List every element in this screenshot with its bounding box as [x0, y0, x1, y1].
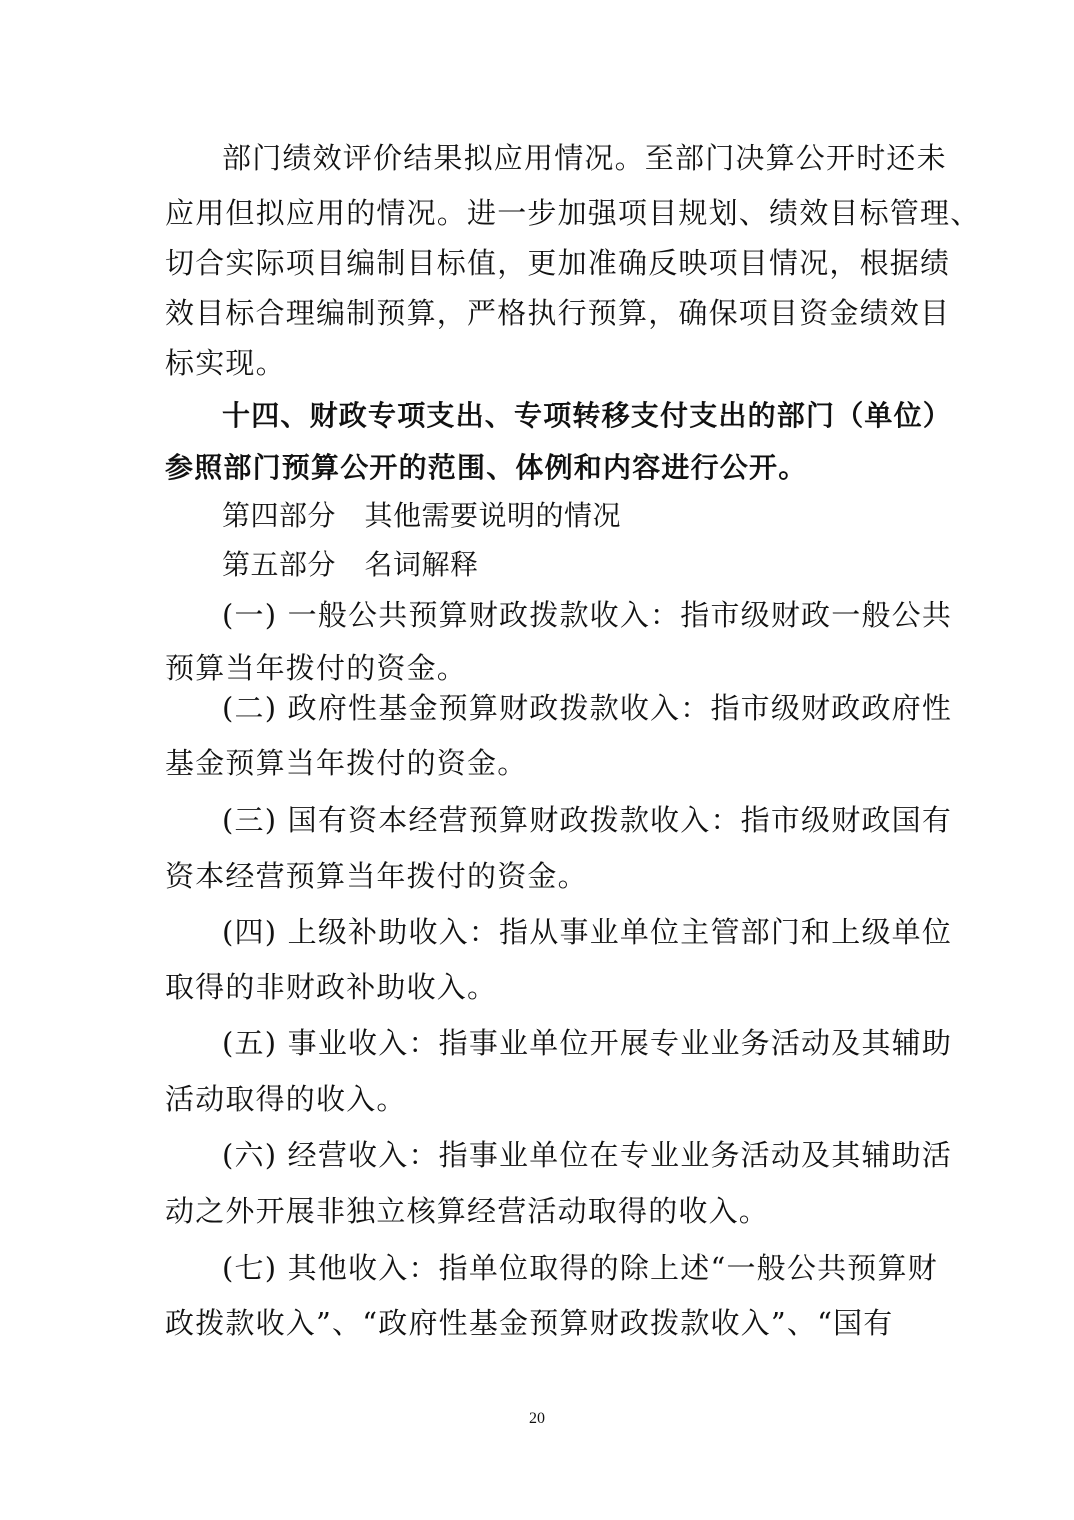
part-title: 第四部分 其他需要说明的情况	[222, 499, 622, 532]
term-line: 预算当年拨付的资金。	[165, 651, 468, 685]
term-line: 活动取得的收入。	[165, 1082, 407, 1116]
term-line: 政拨款收入”、“政府性基金预算财政拨款收入”、“国有	[165, 1306, 894, 1340]
term-line: (二) 政府性基金预算财政拨款收入：指市级财政政府性	[222, 691, 953, 725]
part-title: 第五部分 名词解释	[222, 548, 479, 581]
page-number: 20	[529, 1410, 545, 1427]
term-line: (一) 一般公共预算财政拨款收入：指市级财政一般公共	[222, 598, 953, 632]
term-line: 资本经营预算当年拨付的资金。	[165, 859, 588, 893]
term-line: (六) 经营收入：指事业单位在专业业务活动及其辅助活	[222, 1138, 953, 1172]
paragraph-line: 应用但拟应用的情况。进一步加强项目规划、绩效目标管理、	[165, 196, 981, 230]
term-line: 动之外开展非独立核算经营活动取得的收入。	[165, 1194, 770, 1228]
term-line: (三) 国有资本经营预算财政拨款收入：指市级财政国有	[222, 803, 953, 837]
paragraph-line: 部门绩效评价结果拟应用情况。至部门决算公开时还未	[222, 141, 947, 175]
section-heading: 参照部门预算公开的范围、体例和内容进行公开。	[165, 451, 808, 484]
term-line: 基金预算当年拨付的资金。	[165, 746, 528, 780]
term-line: (四) 上级补助收入：指从事业单位主管部门和上级单位	[222, 915, 953, 949]
section-heading: 十四、财政专项支出、专项转移支付支出的部门（单位）	[222, 399, 953, 432]
term-line: (七) 其他收入：指单位取得的除上述“一般公共预算财	[222, 1251, 938, 1285]
paragraph-line: 效目标合理编制预算，严格执行预算，确保项目资金绩效目	[165, 296, 951, 330]
paragraph-line: 标实现。	[165, 346, 286, 380]
paragraph-line: 切合实际项目编制目标值，更加准确反映项目情况，根据绩	[165, 246, 951, 280]
term-line: (五) 事业收入：指事业单位开展专业业务活动及其辅助	[222, 1026, 953, 1060]
term-line: 取得的非财政补助收入。	[165, 970, 498, 1004]
